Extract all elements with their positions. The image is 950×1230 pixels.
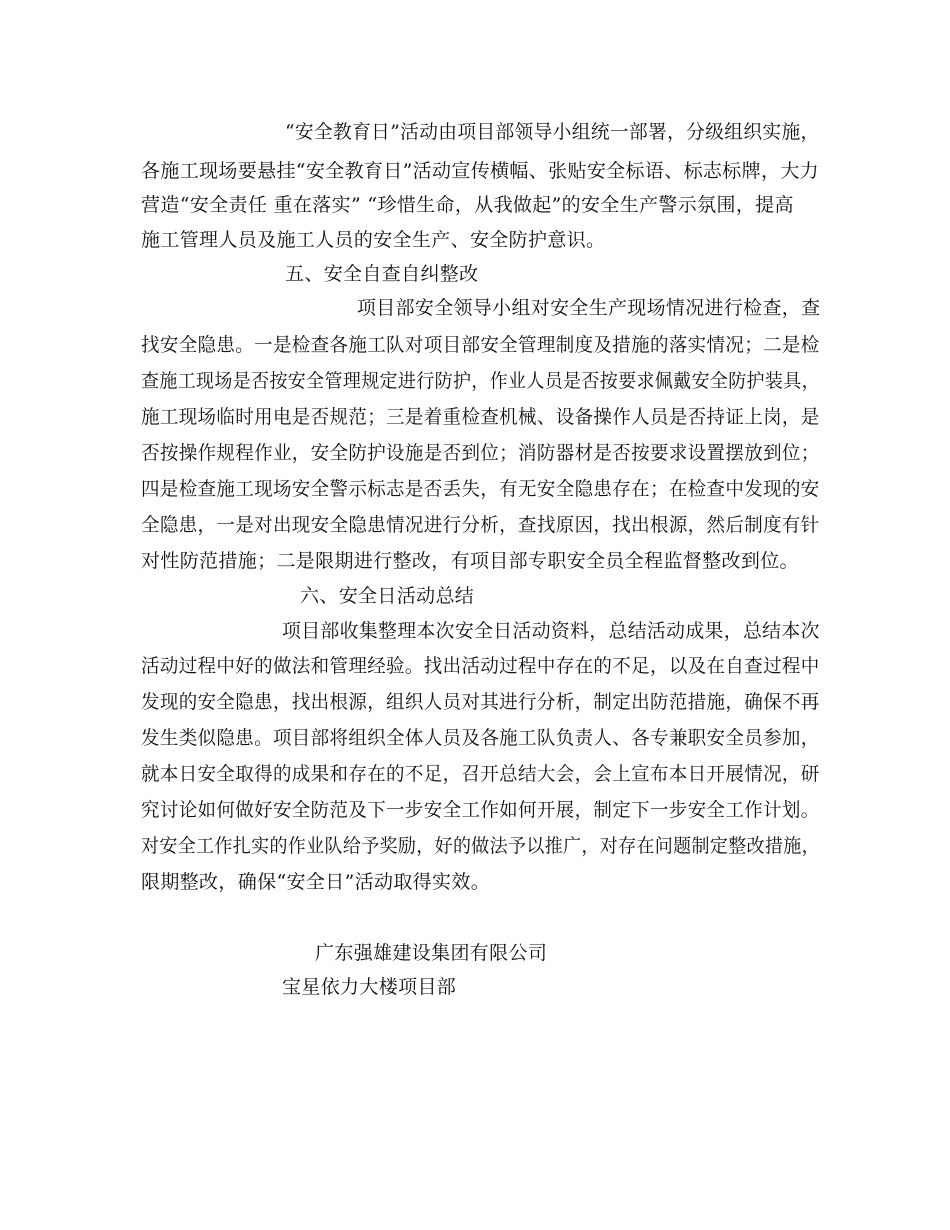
para3-line-5: 就本日安全取得的成果和存在的不足，召开总结大会，会上宣布本日开展情况，研 xyxy=(141,763,820,785)
para3-line-3: 发现的安全隐患，找出根源，组织人员对其进行分析，制定出防范措施，确保不再 xyxy=(141,691,820,713)
para2-line-6: 四是检查施工现场安全警示标志是否丢失，有无安全隐患存在；在检查中发现的安 xyxy=(141,478,820,500)
para3-line-7: 对安全工作扎实的作业队给予奖励，好的做法予以推广，对存在问题制定整改措施， xyxy=(141,835,820,857)
para1-line-3: 营造“安全责任 重在落实” “珍惜生命，从我做起”的安全生产警示氛围，提高 xyxy=(141,194,794,216)
para3-line-4: 发生类似隐患。项目部将组织全体人员及各施工队负责人、各专兼职安全员参加， xyxy=(141,727,820,749)
para3-line-1: 项目部收集整理本次安全日活动资料，总结活动成果，总结本次 xyxy=(282,620,820,642)
signature-project: 宝星依力大楼项目部 xyxy=(282,976,457,998)
para1-line-4: 施工管理人员及施工人员的安全生产、安全防护意识。 xyxy=(141,229,606,251)
para2-line-1: 项目部安全领导小组对安全生产现场情况进行检查，查 xyxy=(357,297,821,319)
para2-line-7: 全隐患，一是对出现安全隐患情况进行分析，查找原因，找出根源，然后制度有针 xyxy=(141,514,820,536)
para1-line-2: 各施工现场要悬挂“安全教育日”活动宣传横幅、张贴安全标语、标志标牌，大力 xyxy=(141,160,820,182)
para2-line-2: 找安全隐患。一是检查各施工队对项目部安全管理制度及措施的落实情况；二是检 xyxy=(141,334,820,356)
section-heading-5: 五、安全自查自纠整改 xyxy=(285,263,479,285)
para3-line-2: 活动过程中好的做法和管理经验。找出活动过程中存在的不足，以及在自查过程中 xyxy=(141,655,820,677)
para1-line-1: “安全教育日”活动由项目部领导小组统一部署，分级组织实施， xyxy=(285,121,820,143)
para2-line-3: 查施工现场是否按安全管理规定进行防护，作业人员是否按要求佩戴安全防护装具， xyxy=(141,370,820,392)
para2-line-8: 对性防范措施；二是限期进行整改，有项目部专职安全员全程监督整改到位。 xyxy=(141,550,799,572)
para3-line-8: 限期整改，确保“安全日”活动取得实效。 xyxy=(141,871,491,893)
signature-company: 广东强雄建设集团有限公司 xyxy=(315,942,548,964)
para3-line-6: 究讨论如何做好安全防范及下一步安全工作如何开展，制定下一步安全工作计划。 xyxy=(141,799,820,821)
para2-line-4: 施工现场临时用电是否规范；三是着重检查机械、设备操作人员是否持证上岗，是 xyxy=(141,406,820,428)
para2-line-5: 否按操作规程作业，安全防护设施是否到位；消防器材是否按要求设置摆放到位； xyxy=(141,442,820,464)
section-heading-6: 六、安全日活动总结 xyxy=(300,585,475,607)
